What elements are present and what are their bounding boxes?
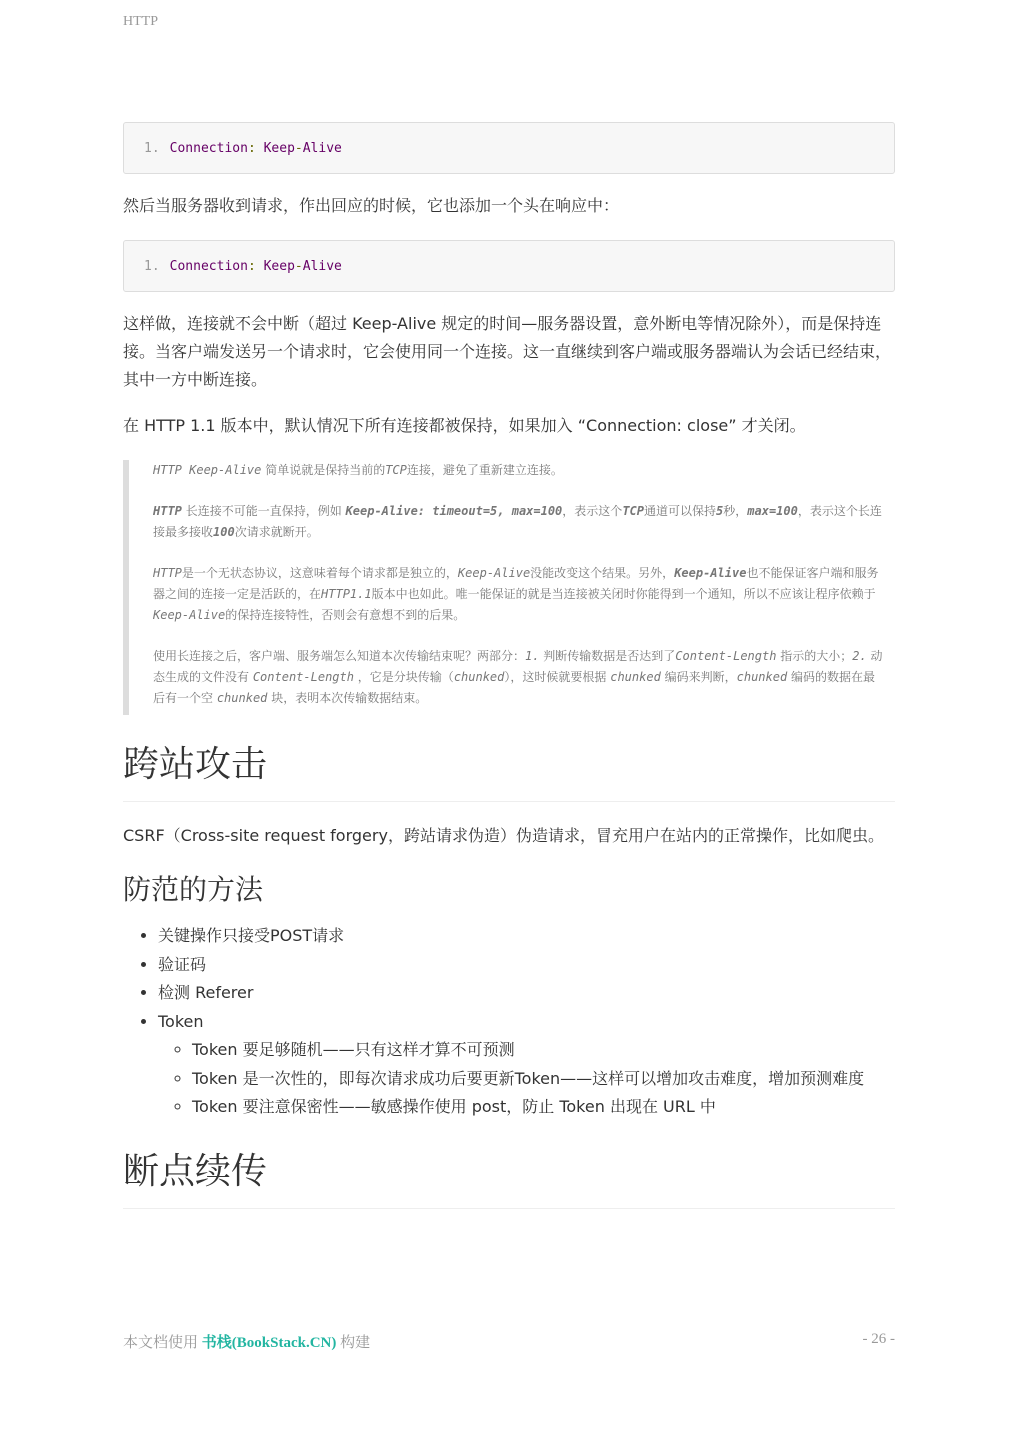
note-paragraph-3 xyxy=(153,563,885,626)
note-text: 没能改变这个结果。另外， xyxy=(530,566,675,580)
section-heading-csrf: 跨站攻击 xyxy=(123,739,895,802)
note-term: chunked xyxy=(736,670,788,684)
note-term: HTTP xyxy=(153,566,182,580)
note-term: Keep-Alive xyxy=(457,566,531,580)
note-text: ，它是分块传输（ xyxy=(353,670,454,684)
note-term: Content-Length xyxy=(675,649,777,663)
paragraph-http11: 在 HTTP 1.1 版本中，默认情况下所有连接都被保持，如果加入 “Connection: close” 才关闭。 xyxy=(123,416,806,435)
code-block-response xyxy=(123,240,895,292)
note-term: HTTP xyxy=(153,504,182,518)
note-text: ，表示这个长连接最多接收 xyxy=(153,504,882,539)
code-colon: : xyxy=(247,258,256,274)
note-text: ，表示这个 xyxy=(562,504,623,518)
list-item xyxy=(158,1008,895,1122)
keep-alive-note xyxy=(123,460,895,715)
note-term: HTTP Keep-Alive xyxy=(153,463,262,477)
note-text: 也不能保证客户端和服务器之间的连接一定是活跃的，在 xyxy=(153,566,879,601)
note-text: 简单说就是保持当前的 xyxy=(261,463,386,477)
page-content xyxy=(123,122,895,1209)
list-item-text: 检测 Referer xyxy=(158,983,254,1002)
note-text: ），这时候就要根据 xyxy=(504,670,611,684)
note-term: 5 xyxy=(716,504,724,518)
note-term: chunked xyxy=(216,691,268,705)
code-value-part: Keep xyxy=(263,140,295,156)
section-heading-resume: 断点续传 xyxy=(123,1146,895,1209)
note-term: Keep-Alive: timeout=5, max=100 xyxy=(345,504,563,518)
footer-suffix: 构建 xyxy=(336,1335,371,1351)
note-text: 动态生成的文件没有 xyxy=(153,649,883,684)
note-text: 长连接不可能一直保持，例如 xyxy=(181,504,346,518)
note-term: Keep-Alive xyxy=(674,566,747,580)
list-item-text: Token xyxy=(158,1011,204,1031)
list-item xyxy=(158,951,895,980)
code-line-number: 1. xyxy=(144,258,160,274)
note-term: 100 xyxy=(213,525,235,539)
code-value-part: Alive xyxy=(302,140,342,156)
note-text: 编码来判断， xyxy=(660,670,737,684)
subheading-prevention: 防范的方法 xyxy=(123,873,264,906)
note-term: HTTP1.1 xyxy=(321,587,372,601)
note-term: Keep-Alive xyxy=(153,608,226,622)
list-item xyxy=(158,922,895,951)
code-header-key: Connection xyxy=(169,258,248,274)
note-term: 2. xyxy=(852,649,867,663)
page-footer xyxy=(123,1331,895,1352)
note-term: TCP xyxy=(622,504,644,518)
token-sublist xyxy=(158,1036,895,1122)
note-text: 版本中也如此。唯一能保证的就是当连接被关闭时你能得到一个通知，所以不应该让程序依赖于 xyxy=(371,587,876,601)
paragraph-csrf-desc: CSRF（Cross-site request forgery，跨站请求伪造）伪造请求，冒充用户在站内的正常操作，比如爬虫。 xyxy=(123,826,884,845)
page-header-title: HTTP xyxy=(123,14,158,29)
footer-prefix: 本文档使用 xyxy=(123,1335,202,1351)
note-text: 连接，避免了重新建立连接。 xyxy=(406,463,563,477)
page-number: - 26 - xyxy=(862,1331,895,1347)
note-term: max=100 xyxy=(747,504,798,518)
note-text: 使用长连接之后，客户端、服务端怎么知道本次传输结束呢？两部分： xyxy=(153,649,526,663)
paragraph-keep-alive: 这样做，连接就不会中断（超过 Keep-Alive 规定的时间—服务器设置，意外断电等情况除外），而是保持连接。当客户端发送另一个请求时，它会使用同一个连接。这一直继续到客户端或服务器端认为会话已经结束，其中一方中断连接。 xyxy=(123,314,892,389)
note-text: 编码的数据在最后有一个空 xyxy=(153,670,876,705)
prevention-list xyxy=(123,922,895,1122)
sublist-item: ◦ Token 是一次性的，即每次请求成功后要更新Token——这样可以增加攻击难度，增加预测难度 xyxy=(192,1065,895,1094)
code-header-key: Connection xyxy=(169,140,248,156)
note-text: 是一个无状态协议，这意味着每个请求都是独立的， xyxy=(181,566,458,580)
code-dash: - xyxy=(294,258,303,274)
code-block-request xyxy=(123,122,895,174)
note-term: chunked xyxy=(453,670,505,684)
list-item-text: 关键操作只接受POST请求 xyxy=(158,926,345,945)
code-dash: - xyxy=(294,140,303,156)
sublist-item: ◦ Token 要足够随机——只有这样才算不可预测 xyxy=(192,1036,895,1065)
note-text: 的保持连接特性，否则会有意想不到的后果。 xyxy=(225,608,466,622)
list-item-text: 验证码 xyxy=(158,954,207,974)
note-text: 指示的大小； xyxy=(776,649,853,663)
note-paragraph-2 xyxy=(153,501,885,543)
note-term: Content-Length xyxy=(252,670,354,684)
note-text: 次请求就断开。 xyxy=(234,525,319,539)
note-paragraph-4 xyxy=(153,646,885,709)
note-term: 1. xyxy=(525,649,540,663)
note-text: 通道可以保持 xyxy=(644,504,717,518)
code-line-number: 1. xyxy=(144,140,160,156)
footer-bookstack-link[interactable]: 书栈(BookStack.CN) xyxy=(201,1335,337,1351)
code-colon: : xyxy=(247,140,256,156)
code-value-part: Alive xyxy=(302,258,342,274)
note-paragraph-1 xyxy=(153,460,885,481)
note-text: 块，表明本次传输数据结束。 xyxy=(267,691,428,705)
note-text: 判断传输数据是否达到了 xyxy=(539,649,676,663)
note-text: 秒， xyxy=(723,504,748,518)
sublist-item: ◦ Token 要注意保密性——敏感操作使用 post，防止 Token 出现在 URL 中 xyxy=(192,1093,895,1122)
note-term: chunked xyxy=(610,670,661,684)
code-value-part: Keep xyxy=(263,258,295,274)
note-term: TCP xyxy=(385,463,407,477)
list-item xyxy=(158,979,895,1008)
paragraph-server-response: 然后当服务器收到请求，作出回应的时候，它也添加一个头在响应中： xyxy=(123,196,620,215)
